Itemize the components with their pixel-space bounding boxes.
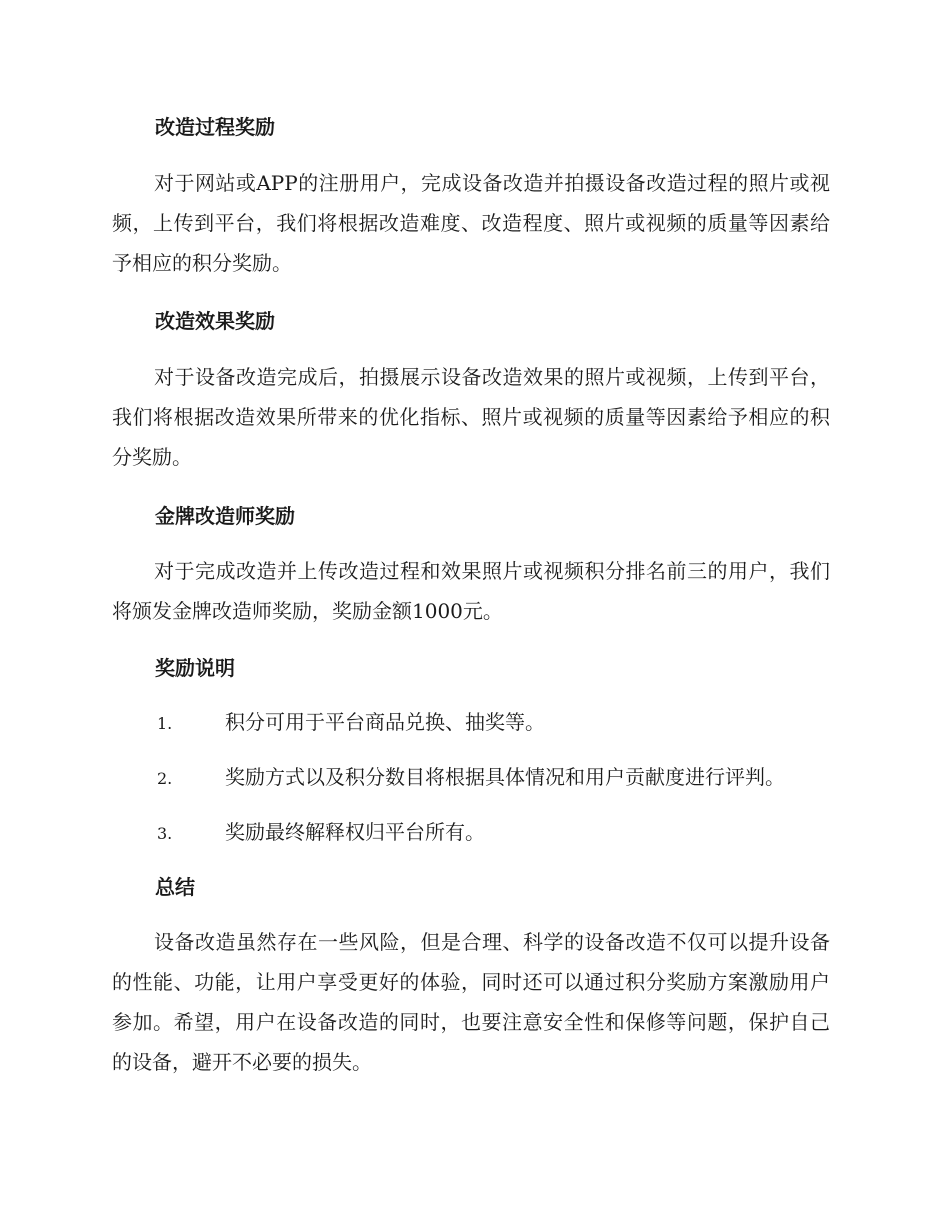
section-heading: 金牌改造师奖励 <box>155 504 295 528</box>
section-paragraph: 设备改造虽然存在一些风险，但是合理、科学的设备改造不仅可以提升设备的性能、功能，让用户享受更好的体验，同时还可以通过积分奖励方案激励用户参加。希望，用户在设备改造的同时，也要注意安全性和保修等问题，保护自己的设备，避开不必要的损失。 <box>112 930 830 1074</box>
section-heading: 奖励说明 <box>155 656 235 680</box>
list-number: 3. <box>157 824 173 843</box>
list-number: 2. <box>157 769 173 788</box>
list-text: 奖励方式以及积分数目将根据具体情况和用户贡献度进行评判。 <box>225 765 785 789</box>
section-heading: 改造过程奖励 <box>155 115 275 139</box>
list-number: 1. <box>157 714 173 733</box>
list-item <box>157 763 857 793</box>
section-paragraph: 对于完成改造并上传改造过程和效果照片或视频积分排名前三的用户，我们将颁发金牌改造师奖励，奖励金额1000元。 <box>112 559 830 623</box>
section-heading: 改造效果奖励 <box>155 309 275 333</box>
section-paragraph: 对于网站或APP的注册用户，完成设备改造并拍摄设备改造过程的照片或视频，上传到平台，我们将根据改造难度、改造程度、照片或视频的质量等因素给予相应的积分奖励。 <box>112 171 830 275</box>
list-text: 奖励最终解释权归平台所有。 <box>225 820 485 844</box>
section-heading: 总结 <box>155 875 195 899</box>
section-paragraph: 对于设备改造完成后，拍摄展示设备改造效果的照片或视频，上传到平台，我们将根据改造效果所带来的优化指标、照片或视频的质量等因素给予相应的积分奖励。 <box>112 365 830 469</box>
list-item <box>157 708 857 738</box>
list-text: 积分可用于平台商品兑换、抽奖等。 <box>225 710 545 734</box>
list-item <box>157 818 857 848</box>
